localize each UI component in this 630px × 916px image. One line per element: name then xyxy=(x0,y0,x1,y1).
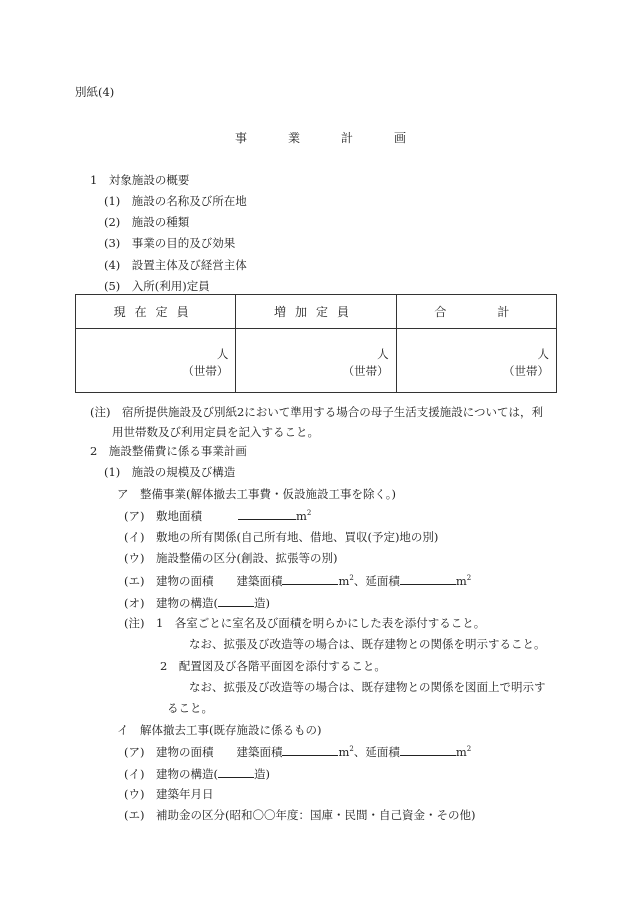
title-char: 事 xyxy=(235,131,248,145)
total-floor-area-blank[interactable] xyxy=(400,572,456,585)
structure-label: (オ) 建物の構造( xyxy=(124,596,218,610)
title-char: 計 xyxy=(341,131,354,145)
unit-sup: 2 xyxy=(466,574,472,583)
unit-m: m xyxy=(338,574,350,588)
unit-sup: 2 xyxy=(306,509,312,518)
structure-label: (イ) 建物の構造( xyxy=(124,767,218,781)
unit-m: m xyxy=(295,509,307,523)
site-area-row xyxy=(124,507,311,524)
site-area-label: (ア) 敷地面積 xyxy=(124,509,202,523)
current-capacity-cell xyxy=(76,329,236,393)
unit-label: 人 xyxy=(537,347,549,361)
unit-sup: 2 xyxy=(349,574,354,583)
note-1-line-2: 用世帯数及び利用定員を記入すること。 xyxy=(112,425,319,439)
unit-m: m xyxy=(338,745,350,759)
list-item: (1) 施設の名称及び所在地 xyxy=(104,194,247,208)
building-area-blank[interactable] xyxy=(282,572,338,585)
unit-household-label: （世帯） xyxy=(342,364,389,378)
structure-suffix: 造) xyxy=(253,596,270,610)
title-char: 画 xyxy=(394,131,407,145)
list-item: (5) 入所(利用)定員 xyxy=(104,279,210,293)
structure-row xyxy=(124,594,270,611)
unit-sup: 2 xyxy=(349,745,354,754)
unit-m: m xyxy=(455,745,467,759)
increase-capacity-cell xyxy=(236,329,396,393)
building-area-label: (ア) 建物の面積 建築面積 xyxy=(124,745,283,759)
total-floor-area-label: 、延面積 xyxy=(353,745,400,759)
title-char: 業 xyxy=(288,131,301,145)
total-floor-area-label: 、延面積 xyxy=(353,574,400,588)
unit-sup: 2 xyxy=(466,745,472,754)
demolition-structure-row xyxy=(124,765,270,782)
note-a-2-cont: なお、拡張及び改造等の場合は、既存建物との関係を図面上で明示す xyxy=(189,680,546,694)
total-floor-area-blank[interactable] xyxy=(400,743,456,756)
list-item: (ウ) 建築年月日 xyxy=(124,787,214,801)
list-item: (イ) 敷地の所有関係(自己所有地、借地、買収(予定)地の別) xyxy=(124,530,439,544)
note-a-1: (注) 1 各室ごとに室名及び面積を明らかにした表を添付すること。 xyxy=(124,616,486,630)
structure-blank[interactable] xyxy=(218,765,254,778)
note-1-line-1: (注) 宿所提供施設及び別紙2において準用する場合の母子生活支援施設については，利 xyxy=(90,405,544,419)
page-title xyxy=(235,129,406,146)
item-b-heading: イ 解体撤去工事(既存施設に係るもの) xyxy=(117,723,322,737)
total-cell xyxy=(396,329,556,393)
site-area-blank[interactable] xyxy=(238,507,296,520)
item-a-heading: ア 整備事業(解体撤去工事費・仮設施設工事を除く。) xyxy=(117,487,396,501)
section-2-heading: 2 施設整備費に係る事業計画 xyxy=(90,444,247,458)
subsection-heading: (1) 施設の規模及び構造 xyxy=(104,465,236,479)
list-item: (ウ) 施設整備の区分(創設、拡張等の別) xyxy=(124,551,338,565)
list-item: (エ) 補助金の区分(昭和〇〇年度：国庫・民間・自己資金・その他) xyxy=(124,808,476,822)
structure-blank[interactable] xyxy=(218,594,254,607)
section-1-heading: 1 対象施設の概要 xyxy=(90,173,190,187)
unit-label: 人 xyxy=(216,347,229,361)
building-area-blank[interactable] xyxy=(282,743,338,756)
note-a-2-cont-2: ること。 xyxy=(167,701,213,715)
annex-label: 別紙(4) xyxy=(75,85,115,99)
structure-suffix: 造) xyxy=(253,767,270,781)
header-current-capacity: 現在定員 xyxy=(76,295,236,329)
unit-m: m xyxy=(455,574,467,588)
unit-household-label: （世帯） xyxy=(503,364,549,378)
capacity-table xyxy=(75,294,557,393)
list-item: (2) 施設の種類 xyxy=(104,215,190,229)
list-item: (3) 事業の目的及び効果 xyxy=(104,236,236,250)
unit-household-label: （世帯） xyxy=(182,364,229,378)
note-a-1-cont: なお、拡張及び改造等の場合は、既存建物との関係を明示すること。 xyxy=(189,637,546,651)
demolition-area-row xyxy=(124,743,471,760)
list-item: (4) 設置主体及び経営主体 xyxy=(104,258,247,272)
header-increase-capacity: 増加定員 xyxy=(236,295,396,329)
building-area-label: (エ) 建物の面積 建築面積 xyxy=(124,574,283,588)
building-area-row xyxy=(124,572,471,589)
note-a-2: 2 配置図及び各階平面図を添付すること。 xyxy=(160,659,386,673)
header-total: 合 計 xyxy=(396,295,556,329)
unit-label: 人 xyxy=(377,347,389,361)
